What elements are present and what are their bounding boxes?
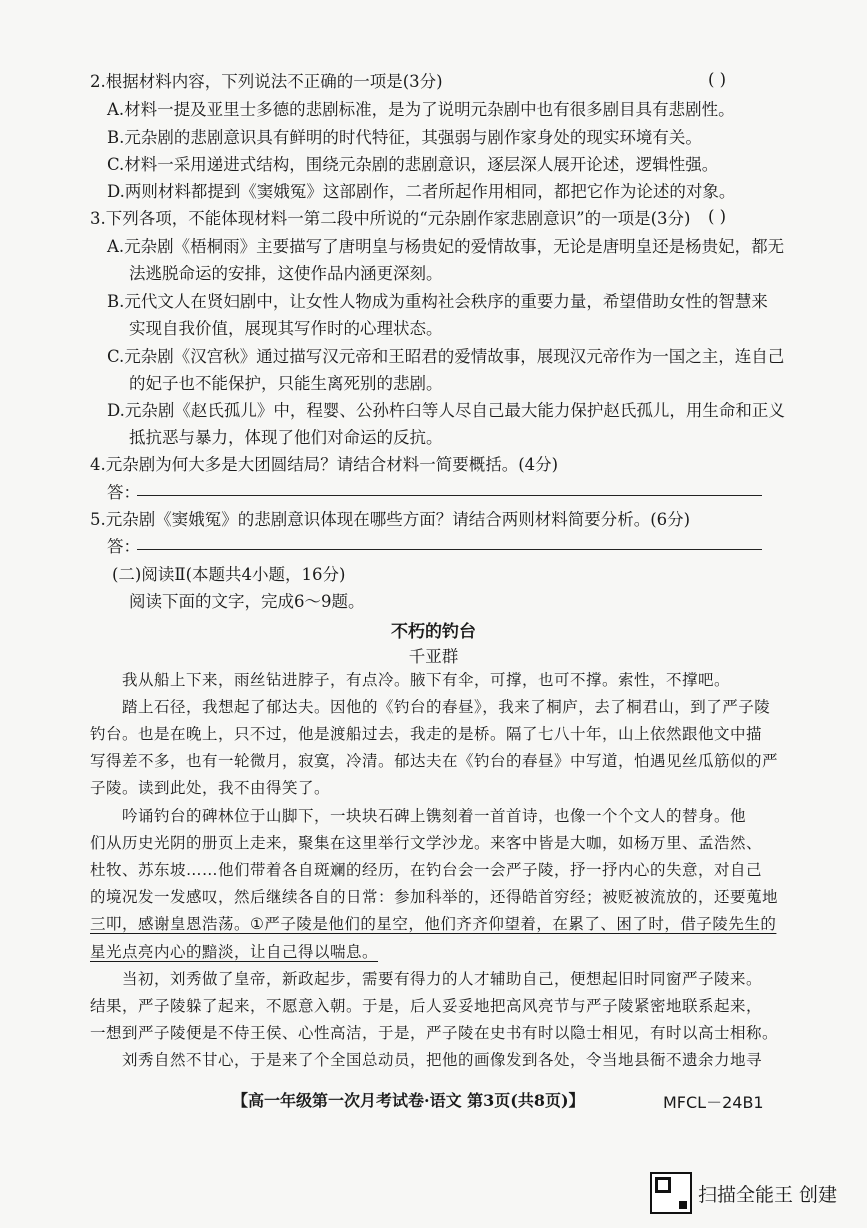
section-heading: (二)阅读Ⅱ(本题共4小题，16分) <box>112 565 346 584</box>
article-line: 杜牧、苏东坡……他们带着各自斑斓的经历，在钓台会一会严子陵，抒一抒内心的失意，对自己 <box>90 861 763 879</box>
q3-stem: 3.下列各项，不能体现材料一第二段中所说的“元杂剧作家悲剧意识”的一项是(3分) <box>90 209 691 228</box>
article-line: 吟诵钓台的碑林位于山脚下，一块块石碑上镌刻着一首首诗，也像一个个文人的替身。他 <box>122 807 747 825</box>
article-line: 钓台。也是在晚上，只不过，他是渡船过去，我走的是桥。隔了七八十年，山上依然跟他文中描 <box>90 725 763 743</box>
q2-option-a: A.材料一提及亚里士多德的悲剧标准，是为了说明元杂剧中也有很多剧目具有悲剧性。 <box>107 100 735 119</box>
article-line: 的境况发一发感叹，然后继续各自的日常：参加科举的，还得皓首穷经；被贬被流放的，还要蒐地 <box>90 888 779 906</box>
q2-answer-paren: ( ) <box>708 70 727 89</box>
q5-answer-label: 答： <box>107 537 140 556</box>
article-line: 子陵。读到此处，我不由得笑了。 <box>90 779 331 797</box>
q3-option-d-line2: 抵抗恶与暴力，体现了他们对命运的反抗。 <box>129 428 443 447</box>
article-line: 我从船上下来，雨丝钻进脖子，有点冷。腋下有伞，可撑，也可不撑。索性，不撑吧。 <box>122 671 731 689</box>
article-line: 写得差不多，也有一轮微月，寂寞，冷清。郁达夫在《钓台的春昼》中写道，怕遇见丝瓜筋似的严 <box>90 752 779 770</box>
article-line-underlined: 三叩，感谢皇恩浩荡。①严子陵是他们的星空，他们齐齐仰望着，在累了、困了时，借子陵先生的 <box>90 915 777 933</box>
q3-option-d-line1: D.元杂剧《赵氏孤儿》中，程婴、公孙杵臼等人尽自己最大能力保护赵氏孤儿，用生命和正义 <box>107 401 785 420</box>
article-title: 不朽的钓台 <box>391 622 476 642</box>
q3-option-b-line2: 实现自我价值，展现其写作时的心理状态。 <box>129 319 443 338</box>
q2-option-c: C.材料一采用递进式结构，围绕元杂剧的悲剧意识，逐层深人展开论述，逻辑性强。 <box>107 155 719 174</box>
q2-stem: 2.根据材料内容，下列说法不正确的一项是(3分) <box>90 72 443 91</box>
article-line: 刘秀自然不甘心，于是来了个全国总动员，把他的画像发到各处，令当地县衙不遗余力地寻 <box>122 1051 763 1069</box>
q3-option-b-line1: B.元代文人在贤妇剧中，让女性人物成为重构社会秩序的重要力量，希望借助女性的智慧来 <box>107 292 768 311</box>
article-line: 当初，刘秀做了皇帝，新政起步，需要有得力的人才辅助自己，便想起旧时同窗严子陵来。 <box>122 970 763 988</box>
article-line: 踏上石径，我想起了郁达夫。因他的《钓台的春昼》，我来了桐庐，去了桐君山，到了严子陵 <box>122 698 771 716</box>
section-instruction: 阅读下面的文字，完成6～9题。 <box>129 592 365 611</box>
q3-answer-paren: ( ) <box>708 207 727 226</box>
exam-code: MFCL－24B1 <box>663 1093 764 1112</box>
article-line-underlined: 星光点亮内心的黯淡，让自己得以喘息。 <box>90 943 379 961</box>
article-line: 们从历史光阴的册页上走来，聚集在这里举行文学沙龙。来客中皆是大咖，如杨万里、孟浩然、 <box>90 834 763 852</box>
article-line: 结果，严子陵躲了起来，不愿意入朝。于是，后人妥妥地把高风亮节与严子陵紧密地联系起来， <box>90 997 763 1015</box>
q3-option-a-line1: A.元杂剧《梧桐雨》主要描写了唐明皇与杨贵妃的爱情故事，无论是唐明皇还是杨贵妃，都无 <box>107 237 785 256</box>
q5-answer-line[interactable] <box>137 549 762 550</box>
q5-stem: 5.元杂剧《窦娥冤》的悲剧意识体现在哪些方面？请结合两则材料简要分析。(6分) <box>90 510 691 529</box>
article-author: 千亚群 <box>408 647 459 666</box>
q4-answer-line[interactable] <box>137 495 762 496</box>
q3-option-c-line1: C.元杂剧《汉宫秋》通过描写汉元帝和王昭君的爱情故事，展现汉元帝作为一国之主，连自己 <box>107 347 785 366</box>
q2-option-b: B.元杂剧的悲剧意识具有鲜明的时代特征，其强弱与剧作家身处的现实环境有关。 <box>107 128 702 147</box>
scanner-watermark: 扫描全能王 创建 <box>698 1184 838 1206</box>
q4-answer-label: 答： <box>107 483 140 502</box>
q3-option-a-line2: 法逃脱命运的安排，这使作品内涵更深刻。 <box>129 264 443 283</box>
q4-stem: 4.元杂剧为何大多是大团圆结局？请结合材料一简要概括。(4分) <box>90 455 559 474</box>
page-footer: 【高一年级第一次月考试卷·语文 第3页(共8页)】 <box>232 1091 585 1110</box>
article-line: 一想到严子陵便是不侍王侯、心性高洁，于是，严子陵在史书有时以隐士相见，有时以高士相称。 <box>90 1024 779 1042</box>
q3-option-c-line2: 的妃子也不能保护，只能生离死别的悲剧。 <box>129 374 443 393</box>
q2-option-d: D.两则材料都提到《窦娥冤》这部剧作，二者所起作用相同，都把它作为论述的对象。 <box>107 182 736 201</box>
qr-code-icon <box>650 1172 692 1214</box>
